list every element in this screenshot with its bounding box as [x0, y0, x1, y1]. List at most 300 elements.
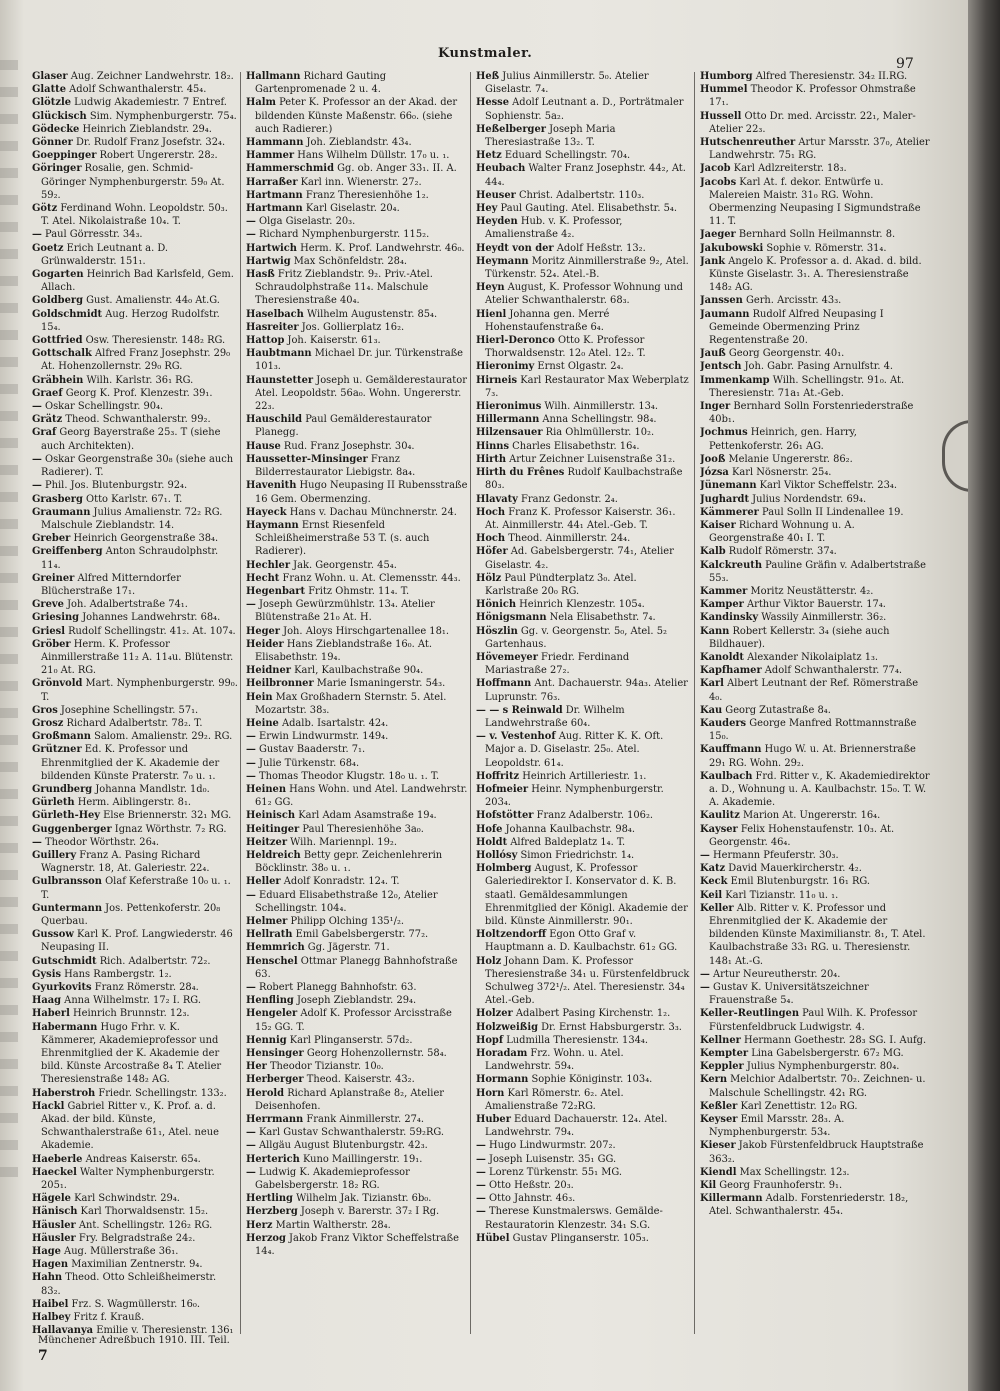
entry-details: Marion At. Ungererstr. 16₄. [739, 810, 881, 822]
entry-details: Rudolf Schellingstr. 41₂. At. 107₄. [64, 625, 236, 637]
entry-details: Aug. Müllerstraße 36₁. [60, 1246, 179, 1258]
entry-details: Alfred Franz Josephstr. 29₀ At. Hohenzollernstr. 29₀ RG. [41, 348, 231, 373]
entry-details: Ernst Riesenfeld Schleißheimerstraße 53 T. (s. auch Radierer). [255, 519, 430, 558]
entry-details: Hans Rambergstr. 1₂. [61, 968, 172, 980]
entry-details: Thomas Theodor Klugstr. 18₀ u. ₁. T. [255, 770, 440, 782]
entry-details: Adolf Konradstr. 12₄. T. [280, 876, 400, 888]
entry-name: Kalckreuth [700, 559, 762, 571]
directory-entry [32, 294, 238, 307]
directory-entry [700, 823, 930, 849]
directory-entry [32, 1271, 238, 1297]
entry-details: Heinrich Brunnstr. 12₃. [69, 1008, 190, 1020]
entry-name: Hage [32, 1246, 61, 1258]
column-rule [694, 72, 695, 1334]
directory-entry [246, 1047, 468, 1060]
entry-name: Her [246, 1061, 267, 1073]
directory-entry [476, 189, 692, 202]
entry-name: Hirth du Frênes [476, 467, 565, 479]
entry-details: Karl Giselastr. 20₄. [302, 203, 400, 215]
entry-details: Karl Schwindstr. 29₄. [70, 1193, 180, 1205]
entry-details: Rosalie, gen. Schmid-Göringer Nymphenburgerstr. 59₀ At. 59₂. [41, 163, 225, 201]
directory-entry [246, 1126, 468, 1139]
entry-details: Hans Wilhelm Düllstr. 17₀ u. ₁. [294, 150, 450, 162]
entry-name: Greber [32, 533, 71, 545]
directory-entry [476, 730, 692, 770]
entry-details: Olaf Keferstraße 10₀ u. ₁. T. [41, 876, 231, 901]
directory-entry [476, 215, 692, 241]
entry-details: Heinrich, gen. Harry, Pettenkoferstr. 26₁ AG. [709, 427, 857, 452]
entry-name: Havenith [246, 480, 297, 492]
entry-name: Großmann [32, 731, 91, 743]
directory-entry [700, 770, 930, 810]
directory-entry [476, 598, 692, 611]
directory-entry [476, 1073, 692, 1086]
entry-name: — [246, 1127, 256, 1139]
entry-name: Hövemeyer [476, 651, 538, 663]
directory-entry [32, 162, 238, 202]
entry-name: Hillermann [476, 414, 540, 426]
entry-name: Glötzle [32, 97, 71, 109]
entry-details: Anton Schraudolphstr. 11₄. [41, 546, 219, 571]
entry-details: Adolf Leutnant a. D., Porträtmaler Sophienstr. 5a₂. [485, 97, 684, 122]
entry-details: Sim. Nymphenburgerstr. 75₄. [86, 110, 237, 122]
entry-name: Heydt von der [476, 242, 554, 254]
column-rule [470, 72, 471, 1334]
directory-entry [476, 466, 692, 492]
entry-name: Keller [700, 902, 734, 914]
entry-name: Hause [246, 440, 281, 452]
entry-details: Adolf Heßstr. 13₂. [553, 242, 646, 254]
directory-entry [700, 374, 930, 400]
directory-entry [246, 96, 468, 136]
entry-details: Sophie Königinstr. 103₄. [528, 1074, 653, 1086]
entry-details: Franz Bilderrestaurator Liebigstr. 8a₄. [255, 453, 416, 479]
entry-details: Richard Gauting Gartenpromenade 2 u. 4. [255, 71, 387, 96]
directory-entry [32, 796, 238, 809]
entry-name: Hopf [476, 1034, 504, 1046]
entry-name: Gros [32, 704, 58, 716]
entry-name: Jooß [700, 453, 726, 465]
directory-entry [32, 110, 238, 123]
entry-name: Haeberle [32, 1153, 83, 1165]
directory-entry [32, 955, 238, 968]
entry-details: Otto Jahnstr. 46₃. [485, 1193, 576, 1205]
directory-entry [246, 334, 468, 347]
entry-details: Theodor K. Professor Ohmstraße 17₁. [709, 84, 916, 109]
entry-name: Grundberg [32, 783, 93, 795]
directory-entry [32, 374, 238, 387]
directory-entry [700, 70, 930, 83]
entry-name: Holdt [476, 836, 508, 848]
directory-entry [246, 770, 468, 783]
entry-name: Henschel [246, 955, 298, 967]
directory-entry [32, 717, 238, 730]
entry-name: Holzer [476, 1008, 513, 1020]
entry-name: Höfer [476, 546, 508, 558]
directory-entry [246, 955, 468, 981]
directory-entry [246, 1219, 468, 1232]
entry-name: Horadam [476, 1048, 528, 1060]
entry-name: Hofe [476, 823, 503, 835]
entry-details: Kuno Maillingerstr. 19₁. [299, 1153, 423, 1165]
entry-details: Bernhard Solln Forstenriederstraße 40b₁. [709, 401, 914, 426]
entry-details: Hugo Frhr. v. K. Kämmerer, Akademieprofessor und Ehrenmitglied der K. Akademie der bild. Künste Arcostraße 8₄ T. Atelier Theresienstraße 148₂ AG. [41, 1021, 222, 1086]
entry-details: August, K. Professor Galeriedirektor I. Konservator d. K. B. staatl. Gemäldesammlungen Ehrenmitglied der Königl. Akademie der bild. Künste Ainmillerstr. 90₁. [485, 863, 688, 927]
entry-name: Hormann [476, 1074, 529, 1086]
entry-name: — v. Vestenhof [476, 731, 556, 743]
directory-entry [700, 1166, 930, 1179]
entry-details: Joseph v. Barerstr. 37₂ I Rg. [297, 1206, 440, 1218]
directory-entry [246, 994, 468, 1007]
directory-entry [32, 479, 238, 492]
entry-details: Gg. v. Georgenstr. 5₀, Atel. 5₂ Gartenhaus. [485, 625, 667, 650]
entry-name: Jakubowski [700, 242, 764, 254]
entry-details: Artur Zeichner Luisenstraße 31₂. [506, 453, 676, 465]
entry-name: — [476, 1206, 486, 1218]
entry-details: Johanna gen. Merré Hohenstaufenstraße 6₄. [485, 308, 610, 333]
entry-name: Gussow [32, 929, 74, 941]
entry-details: Moritz Ainmillerstraße 9₂, Atel. Türkenstr. 52₄. Atel.-B. [485, 255, 689, 281]
entry-name: Goldschmidt [32, 308, 103, 320]
entry-name: Heidner [246, 665, 291, 677]
directory-entry [246, 1232, 468, 1258]
directory-entry [32, 1298, 238, 1311]
entry-details: Fritz Ohmstr. 11₄. T. [305, 585, 410, 597]
entry-name: Kamper [700, 599, 744, 611]
directory-entry [246, 1113, 468, 1126]
entry-details: Heinrich Georgenstraße 38₄. [70, 533, 219, 545]
directory-entry [476, 611, 692, 624]
entry-name: Hahn [32, 1272, 63, 1284]
entry-details: Frz. S. Wagmüllerstr. 16₀. [68, 1298, 201, 1310]
directory-entry [32, 611, 238, 624]
entry-details: Adalb. Forstenriederstr. 18₂, Atel. Schwanthalerstr. 45₄. [709, 1193, 909, 1218]
directory-entry [246, 1192, 468, 1205]
entry-details: Anna Wilhelmstr. 17₂ I. RG. [61, 995, 201, 1007]
entry-details: Olga Giselastr. 20₃. [255, 216, 356, 228]
entry-name: Gottfried [32, 335, 83, 347]
entry-details: Joseph Luisenstr. 35₁ GG. [485, 1153, 617, 1165]
entry-details: Gerh. Arcisstr. 43₃. [742, 295, 842, 307]
directory-entry [476, 809, 692, 822]
directory-entry [32, 545, 238, 571]
entry-details: Allgäu August Blutenburgstr. 42₃. [255, 1140, 428, 1152]
directory-entry [476, 426, 692, 439]
entry-name: — [32, 401, 42, 413]
directory-entry [700, 294, 930, 307]
entry-details: Johann Dam. K. Professor Theresienstraße 34₁ u. Fürstenfeldbruck Schulweg 372¹/₂. Atel. Theresienstr. 34₄ Atel.-Geb. [485, 955, 690, 1007]
directory-entry [700, 110, 930, 136]
entry-name: Jank [700, 255, 726, 267]
directory-entry [32, 875, 238, 901]
directory-entry [700, 611, 930, 624]
entry-name: Heyden [476, 216, 518, 228]
directory-entry [32, 506, 238, 532]
entry-name: Hecht [246, 572, 280, 584]
entry-name: — [246, 731, 256, 743]
directory-entry [700, 664, 930, 677]
entry-details: Alfred Baldeplatz 1₄. T. [507, 836, 626, 848]
entry-details: Ottmar Planegg Bahnhofstraße 63. [255, 955, 458, 980]
entry-details: Lorenz Türkenstr. 55₁ MG. [485, 1166, 623, 1178]
entry-details: Andreas Kaiserstr. 65₄. [82, 1153, 201, 1165]
entry-details: Adolf Schwanthalerstr. 77₄. [761, 665, 903, 677]
directory-entry [246, 823, 468, 836]
directory-entry [246, 981, 468, 994]
binding-gutter [0, 60, 28, 1280]
column-1 [32, 70, 238, 1340]
entry-name: Grätz [32, 414, 63, 426]
entry-name: Gönner [32, 137, 73, 149]
directory-entry [32, 849, 238, 875]
entry-name: Hattop [246, 335, 285, 347]
entry-name: Kapfhamer [700, 665, 762, 677]
entry-name: Immenkamp [700, 374, 770, 386]
entry-name: Herrmann [246, 1114, 304, 1126]
entry-name: Griesing [32, 612, 80, 624]
entry-details: Jak. Georgenstr. 45₄. [290, 559, 397, 571]
directory-entry [476, 149, 692, 162]
entry-details: Ad. Gabelsbergerstr. 74₁, Atelier Giselastr. 4₂. [485, 546, 674, 571]
directory-entry [32, 1166, 238, 1192]
directory-entry [476, 625, 692, 651]
entry-details: Joseph u. Gemälderestaurator Atel. Leopoldstr. 56a₀. Wohn. Ungererstr. 22₃. [255, 374, 467, 413]
entry-name: — [246, 1166, 256, 1178]
entry-name: Heilbronner [246, 678, 314, 690]
entry-name: Hemmrich [246, 942, 305, 954]
entry-details: Peter K. Professor an der Akad. der bildenden Künste Maßenstr. 66₀. (siehe auch Radierer.) [255, 97, 458, 135]
directory-entry [476, 783, 692, 809]
entry-details: Alb. Ritter v. K. Professor und Ehrenmitglied der K. Akademie der bildenden Künste Maximilianstr. 8₁, T. Atel. Kaulbachstraße 33₁ RG. u. Theresienstr. 148₁ At.-G. [709, 902, 926, 967]
directory-entry [32, 136, 238, 149]
column-3 [476, 70, 692, 1340]
entry-details: Moritz Neustätterstr. 4₂. [747, 585, 874, 597]
entry-details: Joh. Gabr. Pasing Arnulfstr. 4. [741, 361, 894, 373]
entry-details: Rich. Adalbertstr. 72₂. [96, 955, 211, 967]
entry-name: Heinen [246, 783, 287, 795]
entry-name: Hägele [32, 1193, 71, 1205]
directory-entry [700, 1007, 930, 1033]
entry-details: Paul Theresienhöhe 3a₀. [299, 823, 424, 835]
directory-entry [476, 1153, 692, 1166]
entry-name: Hartwich [246, 242, 297, 254]
directory-entry [32, 202, 238, 228]
entry-details: Rudolf Alfred Neupasing I Gemeinde Obermenzing Prinz Regentenstraße 20. [709, 308, 884, 347]
entry-details: Betty gepr. Zeichenlehrerin Böcklinstr. 38₀ u. ₁. [255, 849, 443, 875]
entry-details: Friedr. Schellingstr. 133₂. [95, 1087, 227, 1099]
entry-details: Artur Neureutherstr. 20₄. [709, 968, 841, 980]
entry-name: Haberstroh [32, 1087, 96, 1099]
entry-details: Robert Planegg Bahnhofstr. 63. [255, 982, 417, 994]
directory-entry [246, 453, 468, 479]
entry-details: Robert Ungererstr. 28₂. [96, 150, 218, 162]
entry-details: Wilhelm Jak. Tizianstr. 6b₀. [292, 1193, 432, 1205]
entry-name: Heßelberger [476, 123, 546, 135]
entry-name: Kiendl [700, 1166, 737, 1178]
entry-details: Martin Waltherstr. 28₄. [272, 1219, 391, 1231]
directory-entry [700, 743, 930, 769]
entry-name: Hierl-Deronco [476, 335, 555, 347]
entry-name: Hellrath [246, 929, 293, 941]
directory-entry [700, 1113, 930, 1139]
directory-entry [246, 625, 468, 638]
entry-details: David Mauerkircherstr. 4₂. [725, 863, 862, 875]
entry-details: Franz K. Professor Kaiserstr. 36₁. At. Ainmillerstr. 44₁ Atel.-Geb. T. [485, 506, 676, 531]
entry-name: Heller [246, 876, 281, 888]
entry-details: Gustav K. Universitätszeichner Frauenstraße 5₄. [709, 982, 869, 1007]
entry-details: Aug. Herzog Rudolfstr. 15₄. [41, 308, 220, 333]
entry-name: Kämmerer [700, 506, 759, 518]
entry-name: Jughardt [700, 493, 750, 505]
entry-name: Halm [246, 97, 276, 109]
entry-details: Ignaz Wörthstr. 7₂ RG. [111, 823, 227, 835]
entry-details: Fry. Belgradstraße 24₂. [75, 1232, 196, 1244]
directory-entry [32, 347, 238, 373]
entry-details: Fritz Zieblandstr. 9₂. Priv.-Atel. Schraudolphstraße 11₄. Malschule Theresienstraße 40₄. [255, 269, 433, 307]
entry-details: Dr. Wilhelm Landwehrstraße 60₄. [485, 704, 625, 729]
entry-details: Albert Leutnant der Ref. Römerstraße 4₀. [709, 678, 919, 703]
entry-details: Julius Amalienstr. 72₂ RG. Malschule Zieblandstr. 14. [41, 506, 223, 531]
entry-name: — [476, 1153, 486, 1165]
directory-entry [246, 717, 468, 730]
entry-details: Fritz f. Krauß. [70, 1312, 145, 1324]
directory-entry [246, 228, 468, 241]
entry-details: Karl Zenettistr. 12₀ RG. [737, 1100, 858, 1112]
directory-entry [476, 1047, 692, 1073]
entry-details: Theodor Wörthstr. 26₄. [41, 836, 159, 848]
entry-details: Aug. Ritter K. K. Oft. Major a. D. Giselastr. 25₀. Atel. Leopoldstr. 61₄. [485, 731, 664, 769]
entry-details: Franz Theresienhöhe 1₂. [302, 189, 429, 201]
entry-details: Richard Wohnung u. A. Georgenstraße 40₁ I. T. [709, 519, 855, 545]
entry-name: Hackl [32, 1100, 65, 1112]
entry-details: Herm. K. Prof. Landwehrstr. 46₀. [296, 242, 465, 254]
entry-name: — [32, 453, 42, 465]
entry-details: Josephine Schellingstr. 57₁. [57, 704, 199, 716]
directory-entry [246, 889, 468, 915]
directory-entry [32, 1007, 238, 1020]
entry-name: Greiffenberg [32, 546, 103, 558]
entry-name: Gogarten [32, 269, 84, 281]
directory-entry [246, 1073, 468, 1086]
directory-entry [32, 334, 238, 347]
entry-name: Hilzensauer [476, 427, 543, 439]
entry-details: Otto Heßstr. 20₃. [485, 1180, 574, 1192]
directory-entry [700, 400, 930, 426]
directory-entry [32, 598, 238, 611]
entry-details: Karl Restaurator Max Weberplatz 7₃. [485, 374, 689, 399]
entry-details: Julius Ainmillerstr. 5₀. Atelier Giselastr. 7₄. [485, 71, 649, 96]
directory-entry [246, 308, 468, 321]
entry-name: Hesse [476, 97, 510, 109]
entry-columns [32, 70, 932, 1340]
entry-name: Heyn [476, 282, 505, 294]
entry-details: Johanna Kaulbachstr. 98₄. [502, 823, 635, 835]
directory-entry [246, 730, 468, 743]
entry-details: Joseph Zieblandstr. 29₄. [293, 995, 417, 1007]
directory-entry [700, 453, 930, 466]
entry-name: Hammerschmid [246, 163, 334, 175]
entry-name: — [700, 849, 710, 861]
entry-name: Kauders [700, 717, 747, 729]
directory-entry [476, 413, 692, 426]
directory-entry [476, 96, 692, 122]
running-head: Kunstmaler. [438, 46, 533, 61]
column-4 [700, 70, 930, 1340]
entry-details: Paul Gauting. Atel. Elisabethstr. 5₄. [497, 203, 677, 215]
entry-details: Richard Adalbertstr. 78₂. T. [63, 717, 203, 729]
entry-details: Ant. Dachauerstr. 94a₃. Atelier Luprunstr. 76₃. [485, 678, 688, 703]
entry-name: Grönvold [32, 678, 83, 690]
directory-entry [32, 572, 238, 598]
entry-name: Hennig [246, 1034, 287, 1046]
entry-name: Hegenbart [246, 585, 306, 597]
entry-details: Oskar Georgenstraße 30₈ (siehe auch Radierer). T. [41, 453, 234, 479]
entry-name: Höszlin [476, 625, 518, 637]
entry-name: Guntermann [32, 902, 103, 914]
entry-name: Haunstetter [246, 374, 314, 386]
entry-details: Michael Dr. jur. Türkenstraße 101₃. [255, 348, 464, 373]
entry-name: Keil [700, 889, 723, 901]
directory-entry [476, 360, 692, 373]
entry-details: Friedr. Ferdinand Mariastraße 27₂. [485, 651, 630, 677]
entry-name: Harraßer [246, 176, 298, 188]
directory-entry [476, 545, 692, 571]
entry-details: Franz A. Pasing Richard Wagnerstr. 18, At. Galeriestr. 22₄. [41, 849, 210, 875]
entry-details: Gabriel Ritter v., K. Prof. a. d. Akad. der bild. Künste, Schwanthalerstraße 61₁, Atel. neue Akademie. [41, 1100, 219, 1152]
entry-name: Hienl [476, 308, 507, 320]
directory-entry [476, 1021, 692, 1034]
directory-entry [700, 559, 930, 585]
entry-name: Inger [700, 401, 731, 413]
entry-details: Rudolf Römerstr. 37₄. [725, 546, 837, 558]
directory-entry [246, 915, 468, 928]
directory-entry [476, 202, 692, 215]
directory-entry [700, 519, 930, 545]
entry-details: Joseph Maria Theresiastraße 13₂. T. [485, 123, 616, 149]
entry-details: Max Schönfeldstr. 28₄. [290, 255, 408, 267]
entry-name: Heß [476, 71, 500, 82]
entry-name: Kaulitz [700, 810, 740, 822]
directory-entry [700, 545, 930, 558]
directory-entry [476, 506, 692, 532]
directory-entry [32, 994, 238, 1007]
entry-name: Grosz [32, 717, 64, 729]
directory-entry [32, 1245, 238, 1258]
directory-entry [32, 400, 238, 413]
entry-name: Gulbransson [32, 876, 102, 888]
directory-entry [700, 717, 930, 743]
entry-name: Herberger [246, 1074, 304, 1086]
entry-details: Dr. Rudolf Franz Josefstr. 32₄. [72, 137, 226, 149]
entry-name: Hertling [246, 1193, 293, 1205]
entry-details: Ludwig K. Akademieprofessor Gabelsbergerstr. 18₂ RG. [255, 1166, 410, 1192]
directory-entry [246, 1034, 468, 1047]
entry-name: — [246, 744, 256, 756]
entry-name: Jaeger [700, 229, 736, 241]
entry-details: Hermann Pfeuferstr. 30₃. [709, 849, 839, 861]
directory-entry [476, 704, 692, 730]
entry-name: Heymann [476, 255, 529, 267]
entry-details: Adolf Schwanthalerstr. 45₄. [66, 84, 207, 96]
directory-entry [32, 981, 238, 994]
entry-details: Max Schellingstr. 12₃. [736, 1166, 850, 1178]
entry-name: Kandinsky [700, 612, 759, 624]
entry-name: — [246, 757, 256, 769]
entry-details: Osw. Theresienstr. 148₂ RG. [82, 335, 226, 347]
entry-details: Karl, Kaulbachstraße 90₄. [290, 665, 424, 677]
directory-entry [32, 1087, 238, 1100]
entry-details: Karl Gustav Schwanthalerstr. 59₂RG. [255, 1127, 445, 1139]
